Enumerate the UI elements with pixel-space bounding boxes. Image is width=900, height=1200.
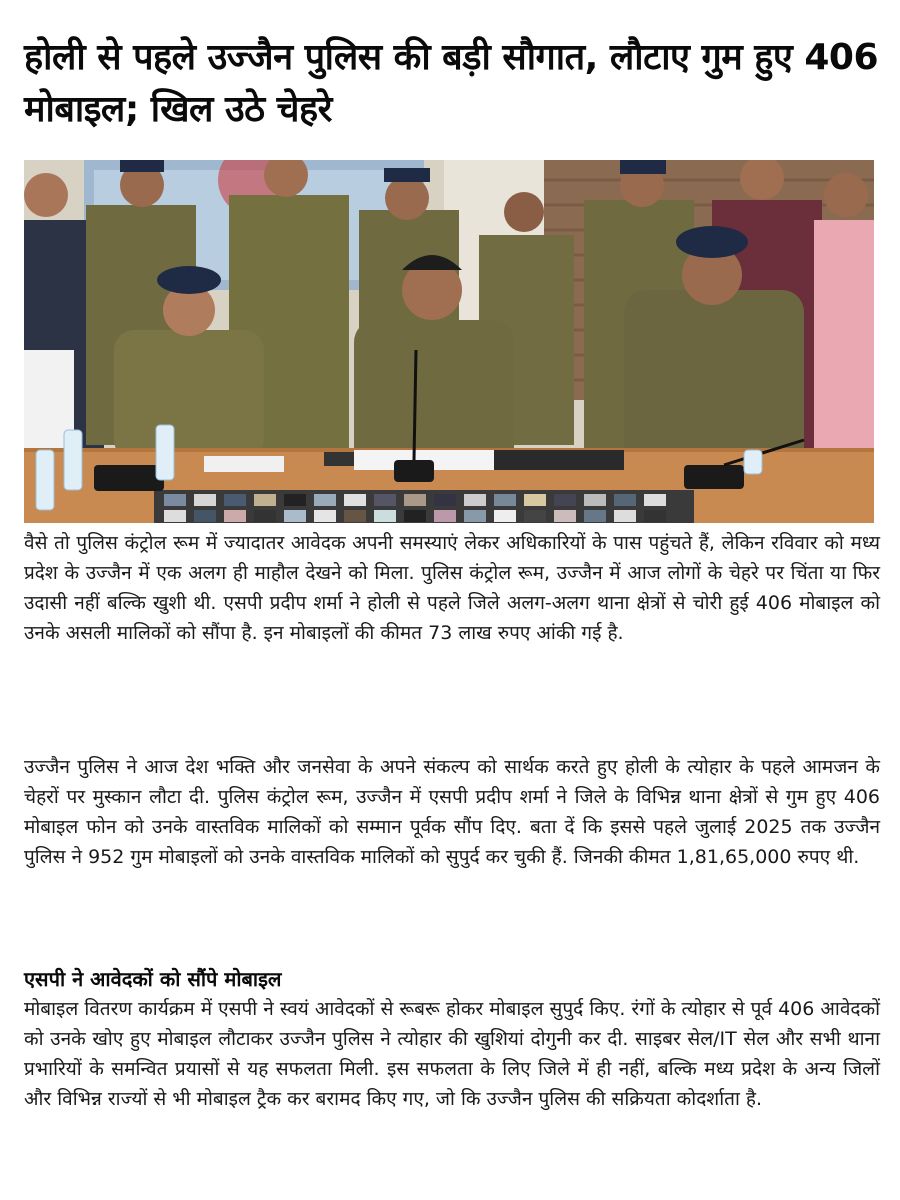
article-paragraph-3: मोबाइल वितरण कार्यक्रम में एसपी ने स्वयं आवेदकों से रूबरू होकर मोबाइल सुपुर्द किए. रंगों के त्योहार से पूर्व 406 आवेदकों को उनके खोए हुए मोबाइल लौटाकर उज्जैन पुलिस ने त्योहार की खुशियां दोगुनी कर दी. साइबर सेल/IT सेल और सभी थाना प्रभारियों के समन्वित प्रयासों से यह सफलता मिली. इस सफलता के लिए जिले में ही नहीं, बल्कि मध्य प्रदेश के अन्य जिलों और विभिन्न राज्यों से भी मोबाइल ट्रैक कर बरामद किए गए, जो कि उज्जैन पुलिस की सक्रियता कोदर्शाता है.: [24, 998, 880, 1110]
article-subheading: एसपी ने आवेदकों को सौंपे मोबाइल: [24, 967, 282, 991]
press-conference-photo: [24, 160, 874, 523]
article-headline: होली से पहले उज्जैन पुलिस की बड़ी सौगात, लौटाए गुम हुए 406 मोबाइल; खिल उठे चेहरे: [24, 37, 879, 130]
article-paragraph-1: वैसे तो पुलिस कंट्रोल रूम में ज्यादातर आवेदक अपनी समस्याएं लेकर अधिकारियों के पास पहुंचते हैं, लेकिन रविवार को मध्य प्रदेश के उज्जैन में एक अलग ही माहौल देखने को मिला. पुलिस कंट्रोल रूम, उज्जैन में आज लोगों के चेहरे पर चिंता या फिर उदासी नहीं बल्कि खुशी थी. एसपी प्रदीप शर्मा ने होली से पहले जिले अलग-अलग थाना क्षेत्रों से चोरी हुई 406 मोबाइल को उनके असली मालिकों को सौंपा है. इन मोबाइलों की कीमत 73 लाख रुपए आंकी गई है.: [24, 532, 880, 644]
article-paragraph-2: उज्जैन पुलिस ने आज देश भक्ति और जनसेवा के अपने संकल्प को सार्थक करते हुए होली के त्योहार के पहले आमजन के चेहरों पर मुस्कान लौटा दी. पुलिस कंट्रोल रूम, उज्जैन में एसपी प्रदीप शर्मा ने जिले के विभिन्न थाना क्षेत्रों से गुम हुए 406 मोबाइल फोन को उनके वास्तविक मालिकों को सम्मान पूर्वक सौंप दिए. बता दें कि इससे पहले जुलाई 2025 तक उज्जैन पुलिस ने 952 गुम मोबाइलों को उनके वास्तविक मालिकों को सुपुर्द कर चुकी हैं. जिनकी कीमत 1,81,65,000 रुपए थी.: [24, 756, 880, 868]
